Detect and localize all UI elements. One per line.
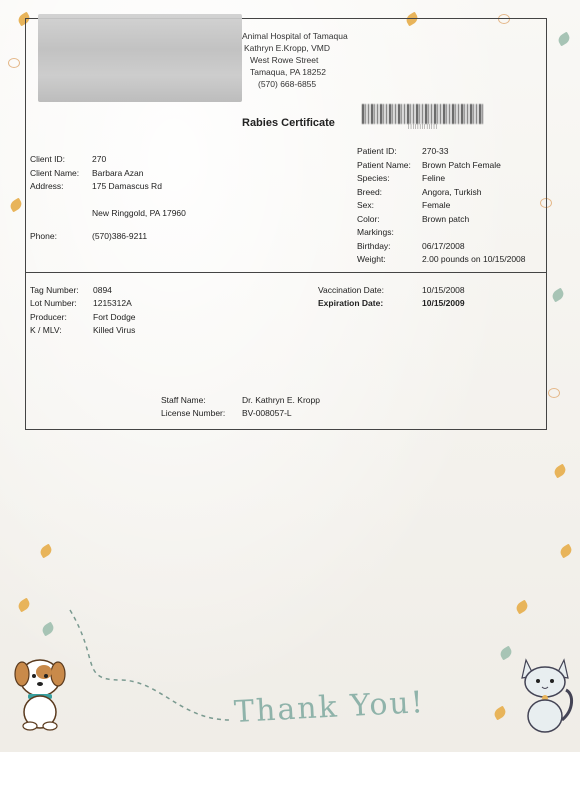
lot-number-label: Lot Number: bbox=[30, 298, 77, 308]
leaf-icon bbox=[558, 544, 573, 559]
leaf-icon bbox=[514, 600, 529, 615]
section-divider bbox=[25, 272, 547, 273]
leaf-icon bbox=[8, 198, 23, 213]
clinic-city: Tamaqua, PA 18252 bbox=[250, 67, 326, 77]
dashed-path-decoration bbox=[60, 600, 240, 740]
weight-value: 2.00 pounds on 10/15/2008 bbox=[422, 254, 526, 264]
patient-name-value: Brown Patch Female bbox=[422, 160, 501, 170]
redaction-block bbox=[38, 14, 242, 102]
vaccination-date-label: Vaccination Date: bbox=[318, 285, 384, 295]
vaccine-type-value: Killed Virus bbox=[93, 325, 136, 335]
species-label: Species: bbox=[357, 173, 390, 183]
staff-name-label: Staff Name: bbox=[161, 395, 206, 405]
paw-print-icon bbox=[548, 388, 560, 398]
lot-number-value: 1215312A bbox=[93, 298, 132, 308]
producer-value: Fort Dodge bbox=[93, 312, 136, 322]
certificate-title: Rabies Certificate bbox=[242, 117, 335, 129]
phone-label: Phone: bbox=[30, 231, 57, 241]
color-label: Color: bbox=[357, 214, 380, 224]
sex-label: Sex: bbox=[357, 200, 375, 210]
address-line2: New Ringgold, PA 17960 bbox=[92, 208, 186, 218]
page-bottom-edge bbox=[0, 752, 580, 800]
staff-name-value: Dr. Kathryn E. Kropp bbox=[242, 395, 320, 405]
barcode-bars bbox=[362, 104, 484, 124]
address-label: Address: bbox=[30, 181, 64, 191]
leaf-icon bbox=[16, 598, 31, 613]
tag-number-value: 0894 bbox=[93, 285, 112, 295]
weight-label: Weight: bbox=[357, 254, 386, 264]
address-line1: 175 Damascus Rd bbox=[92, 181, 162, 191]
barcode-digits: ||||||||||||| bbox=[408, 124, 438, 130]
paw-print-icon bbox=[8, 58, 20, 68]
breed-value: Angora, Turkish bbox=[422, 187, 482, 197]
license-number-value: BV-008057-L bbox=[242, 408, 292, 418]
expiration-date-label: Expiration Date: bbox=[318, 298, 384, 308]
tag-number-label: Tag Number: bbox=[30, 285, 79, 295]
leaf-icon bbox=[556, 32, 571, 47]
patient-name-label: Patient Name: bbox=[357, 160, 411, 170]
clinic-street: West Rowe Street bbox=[250, 55, 319, 65]
producer-label: Producer: bbox=[30, 312, 67, 322]
clinic-name: Animal Hospital of Tamaqua bbox=[242, 31, 348, 41]
client-name-value: Barbara Azan bbox=[92, 168, 144, 178]
phone-value: (570)386-9211 bbox=[92, 231, 148, 241]
birthday-label: Birthday: bbox=[357, 241, 391, 251]
vaccination-date-value: 10/15/2008 bbox=[422, 285, 465, 295]
patient-id-value: 270-33 bbox=[422, 146, 449, 156]
leaf-icon bbox=[38, 544, 53, 559]
expiration-date-value: 10/15/2009 bbox=[422, 298, 465, 308]
sex-value: Female bbox=[422, 200, 451, 210]
clinic-phone: (570) 668-6855 bbox=[258, 79, 317, 89]
clinic-vet: Kathryn E.Kropp, VMD bbox=[244, 43, 330, 53]
leaf-icon bbox=[498, 646, 513, 661]
markings-label: Markings: bbox=[357, 227, 394, 237]
birthday-value: 06/17/2008 bbox=[422, 241, 465, 251]
client-id-label: Client ID: bbox=[30, 154, 65, 164]
license-number-label: License Number: bbox=[161, 408, 226, 418]
vaccine-type-label: K / MLV: bbox=[30, 325, 62, 335]
breed-label: Breed: bbox=[357, 187, 383, 197]
leaf-icon bbox=[492, 706, 507, 721]
species-value: Feline bbox=[422, 173, 446, 183]
client-name-label: Client Name: bbox=[30, 168, 80, 178]
color-value: Brown patch bbox=[422, 214, 470, 224]
cat-illustration bbox=[514, 650, 576, 734]
patient-id-label: Patient ID: bbox=[357, 146, 397, 156]
barcode bbox=[362, 104, 484, 134]
leaf-icon bbox=[40, 622, 55, 637]
client-id-value: 270 bbox=[92, 154, 107, 164]
leaf-icon bbox=[552, 464, 567, 479]
thank-you-text: Thank You! bbox=[233, 685, 426, 730]
leaf-icon bbox=[550, 288, 565, 303]
